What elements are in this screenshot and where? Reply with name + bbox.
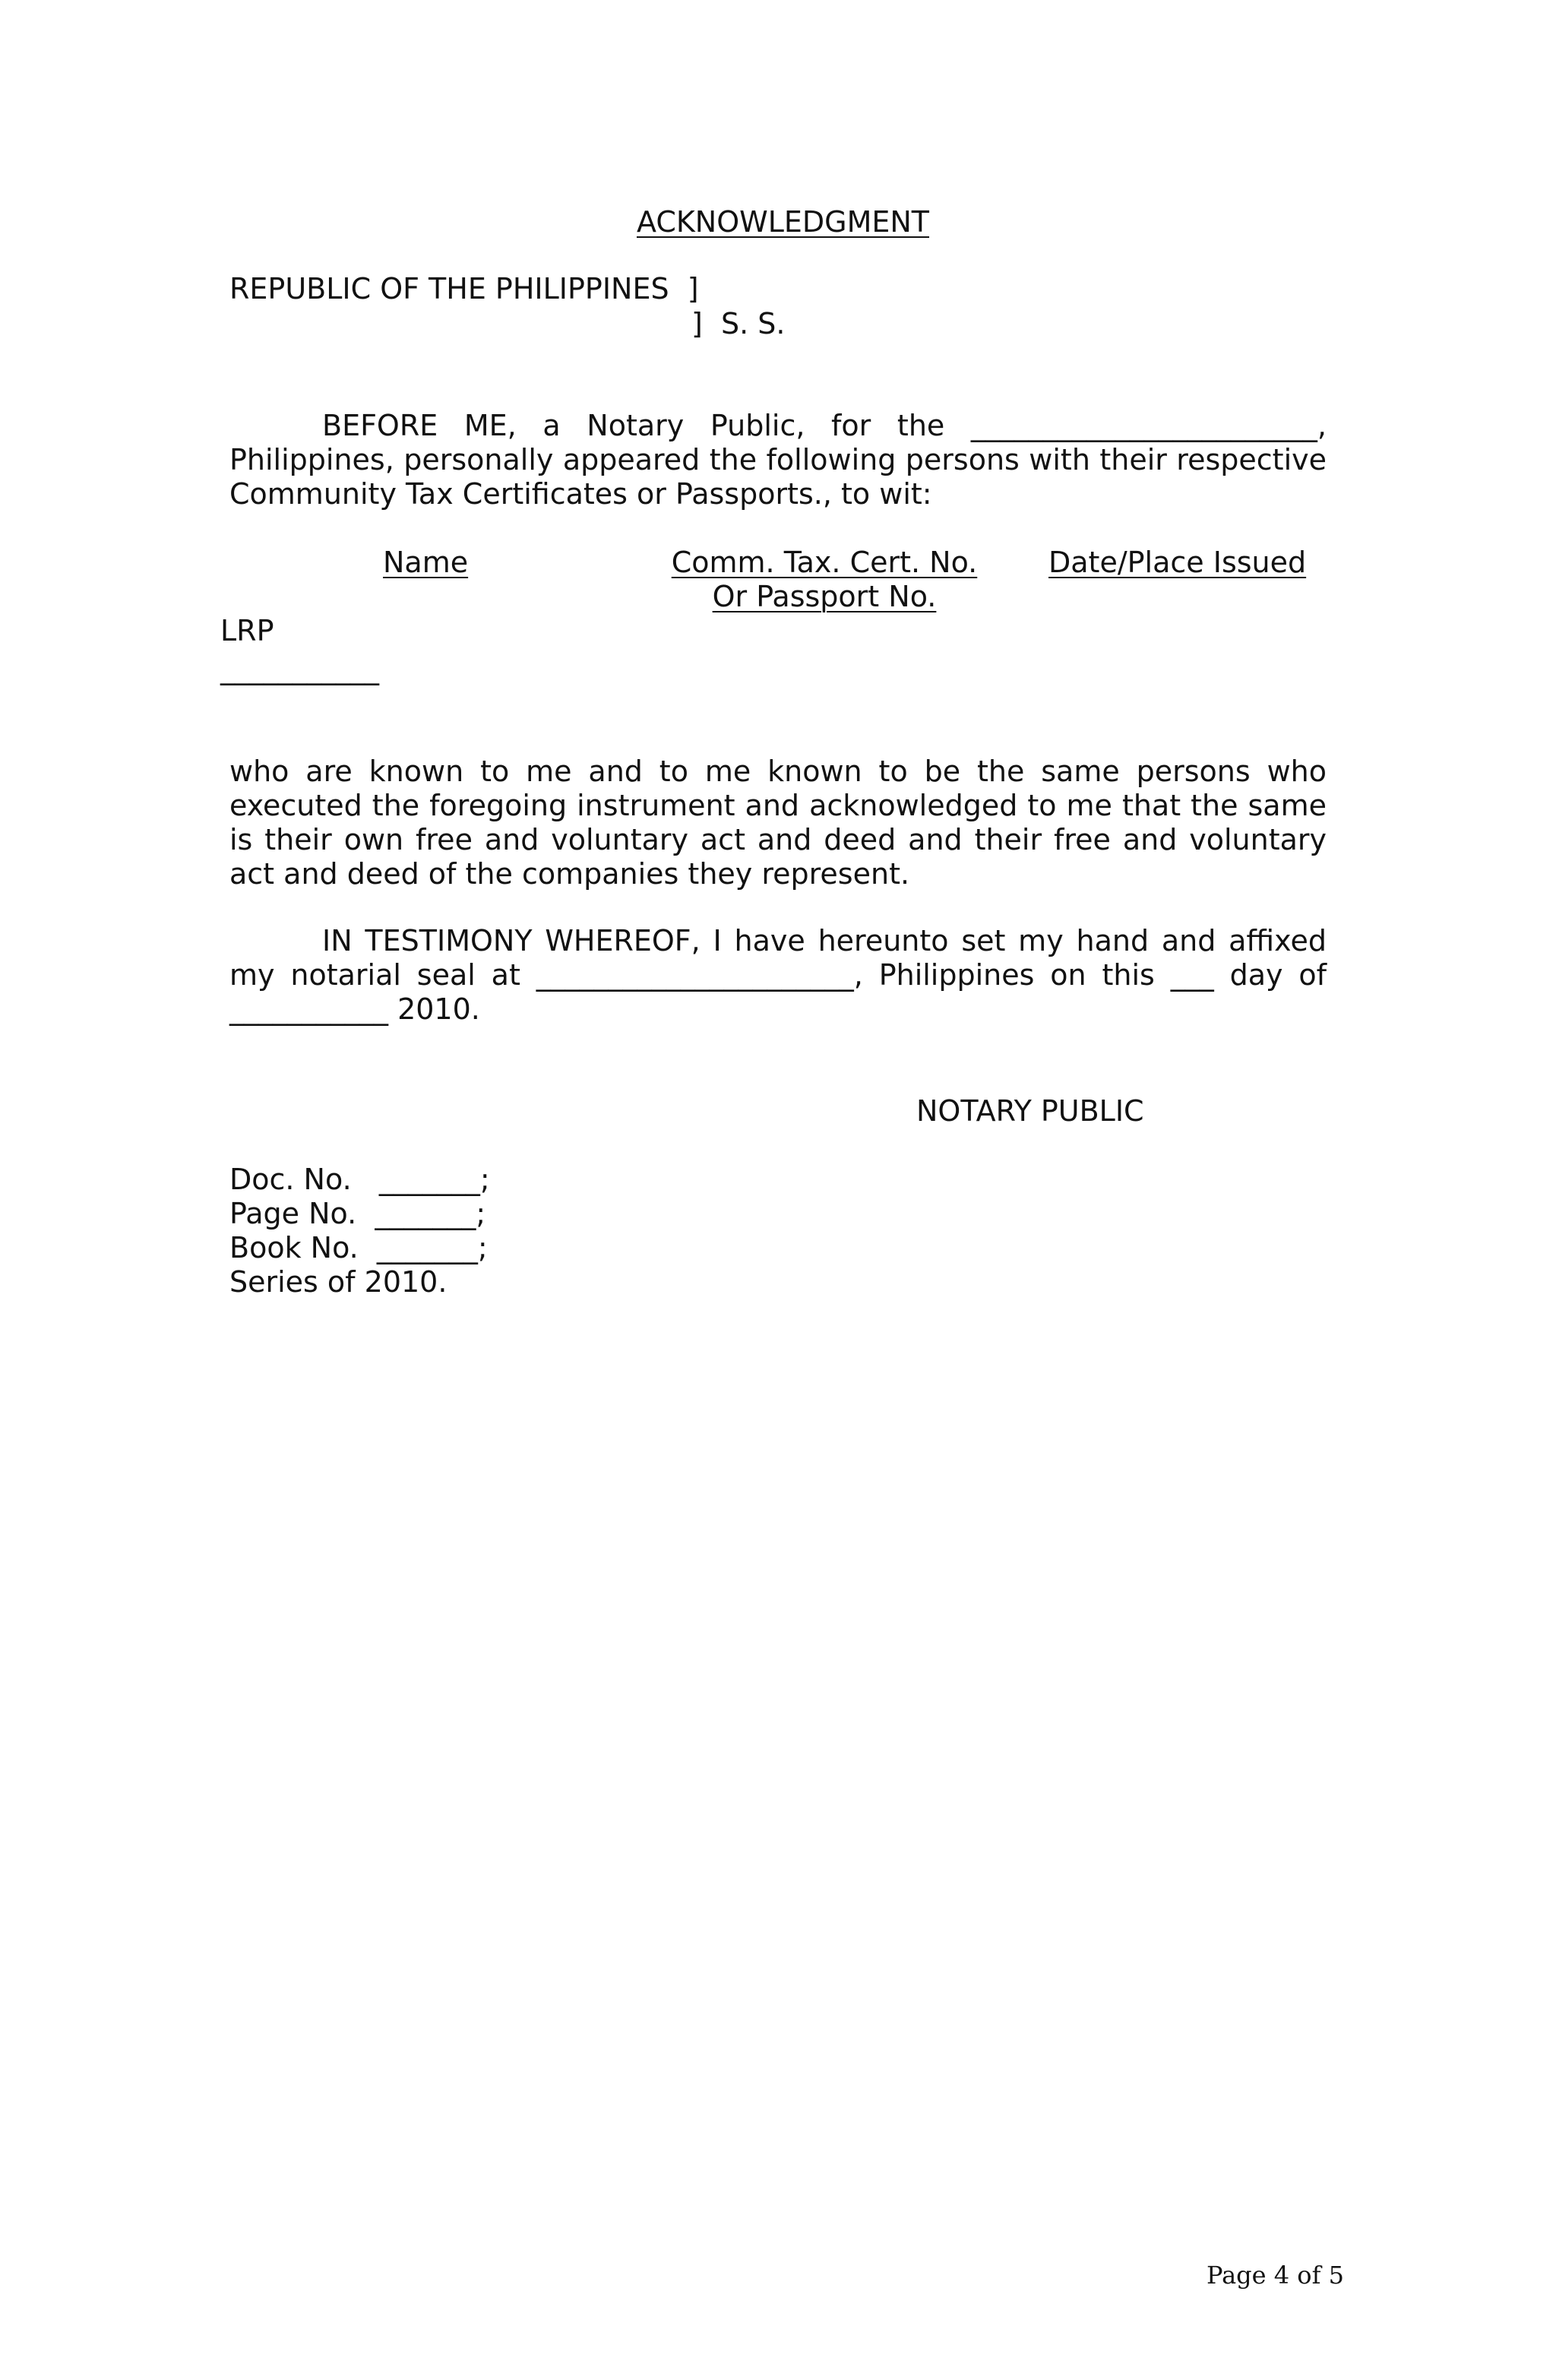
document-title: ACKNOWLEDGMENT: [637, 205, 930, 239]
doc-no: Doc. No. _______;: [229, 1163, 490, 1196]
page-no: Page No. _______;: [229, 1197, 486, 1230]
venue-line-1: REPUBLIC OF THE PHILIPPINES ]: [229, 272, 699, 305]
paragraph-testimony: IN TESTIMONY WHEREOF, I have hereunto set my hand and affixed my notarial seal at ______________________, Philippines on this ___ day of ___________ 2010.: [229, 924, 1327, 1026]
paragraph-appearance: BEFORE ME, a Notary Public, for the ________________________, Philippines, personally appeared the following persons with their respective Community Tax Certificates or Passports., to wit:: [229, 409, 1327, 511]
header-cert-line-2: Or Passport No.: [712, 580, 937, 613]
series-year: Series of 2010.: [229, 1265, 448, 1299]
book-no: Book No. _______;: [229, 1231, 488, 1264]
paragraph-known-persons: who are known to me and to me known to be the same persons who executed the foregoing instrument and acknowledged to me that the same is their own free and voluntary act and deed and their free and voluntary act and deed of the companies they represent.: [229, 755, 1327, 891]
header-date-place: Date/Place Issued: [1048, 546, 1307, 579]
page-number-footer: Page 4 of 5: [1207, 2261, 1344, 2290]
header-name: Name: [383, 546, 469, 579]
venue-line-2: ] S. S.: [691, 307, 786, 340]
header-cert-line-1: Comm. Tax. Cert. No.: [671, 546, 978, 579]
table-row-name: LRP: [220, 614, 274, 647]
notary-public-label: NOTARY PUBLIC: [916, 1094, 1144, 1128]
table-row-blank-line: ___________: [220, 652, 379, 685]
